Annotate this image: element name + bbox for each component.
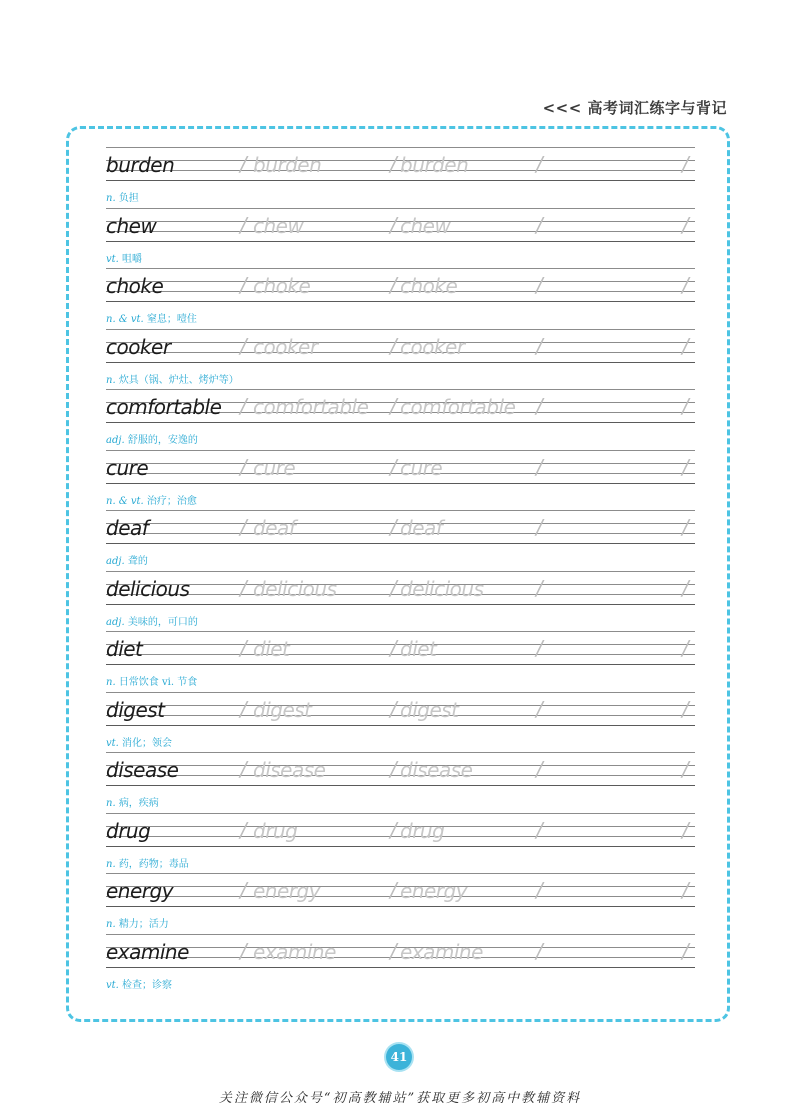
guide-line (106, 483, 695, 484)
divider-slash: / (682, 273, 689, 297)
page-header-title: <<< 高考词汇练字与背记 (542, 99, 727, 117)
trace-word: disease (400, 758, 473, 782)
definition: 药，药物；毒品 (118, 858, 189, 870)
definition: 美味的，可口的 (127, 616, 198, 628)
trace-word: chew (400, 213, 451, 238)
vocab-row (106, 873, 695, 934)
divider-slash: / (240, 515, 247, 539)
vocab-row (106, 692, 695, 753)
divider-slash: / (682, 696, 689, 721)
divider-slash: / (390, 575, 397, 600)
trace-word: deaf (400, 516, 443, 540)
part-of-speech: vt. (106, 253, 119, 265)
word-meaning (106, 492, 197, 507)
trace-word: diet (253, 637, 290, 661)
vocab-row (106, 752, 695, 813)
definition: 负担 (118, 193, 139, 204)
divider-slash: / (536, 757, 543, 781)
trace-word: cooker (400, 334, 465, 359)
divider-slash: / (536, 212, 543, 237)
definition: 聋的 (127, 556, 148, 567)
guide-line (106, 631, 695, 632)
guide-line (106, 543, 695, 544)
divider-slash: / (390, 333, 397, 358)
definition: 治疗；治愈 (146, 495, 197, 507)
vocab-word: diet (106, 637, 143, 661)
divider-slash: / (536, 454, 543, 479)
trace-word: cooker (253, 334, 318, 359)
divider-slash: / (240, 394, 247, 418)
word-meaning (106, 552, 148, 567)
divider-slash: / (240, 454, 247, 479)
part-of-speech: adj. (106, 556, 125, 567)
trace-word: cure (400, 455, 443, 480)
divider-slash: / (536, 333, 543, 358)
trace-word: examine (253, 939, 336, 964)
divider-slash: / (240, 333, 247, 358)
part-of-speech: vt. (106, 979, 119, 991)
divider-slash: / (240, 273, 247, 297)
divider-slash: / (240, 878, 247, 902)
footer-note: 关注微信公众号“初高教辅站”获取更多初高中教辅资料 (218, 1091, 582, 1106)
divider-slash: / (536, 515, 543, 539)
divider-slash: / (682, 515, 689, 539)
part-of-speech: n. & vt. (106, 495, 144, 507)
trace-word: delicious (253, 576, 337, 601)
guide-line (106, 752, 695, 753)
divider-slash: / (390, 817, 397, 842)
guide-line (106, 241, 695, 242)
divider-slash: / (682, 333, 689, 358)
divider-slash: / (536, 938, 543, 963)
definition: 炊具（锅、炉灶、烤炉等） (118, 374, 239, 386)
vocab-word: chew (106, 213, 157, 238)
part-of-speech: n. (106, 374, 116, 386)
divider-slash: / (390, 454, 397, 479)
divider-slash: / (682, 454, 689, 479)
vocab-row (106, 389, 695, 450)
definition: 舒服的，安逸的 (127, 435, 198, 446)
guide-line (106, 785, 695, 786)
trace-word: cure (253, 455, 296, 480)
divider-slash: / (536, 575, 543, 600)
divider-slash: / (682, 212, 689, 237)
trace-word: comfortable (253, 395, 369, 419)
vocab-row (106, 268, 695, 329)
guide-line (106, 147, 695, 148)
trace-word: diet (400, 637, 437, 661)
part-of-speech: n. & vt. (106, 314, 144, 325)
vocab-word: digest (106, 697, 165, 722)
word-meaning (106, 976, 172, 991)
guide-line (106, 208, 695, 209)
word-meaning (106, 371, 239, 386)
divider-slash: / (390, 636, 397, 660)
divider-slash: / (390, 878, 397, 902)
divider-slash: / (536, 817, 543, 842)
divider-slash: / (536, 696, 543, 721)
vocab-word: examine (106, 939, 189, 964)
divider-slash: / (240, 636, 247, 660)
guide-line (106, 268, 695, 269)
trace-word: energy (400, 879, 468, 903)
guide-line (106, 967, 695, 968)
guide-line (106, 422, 695, 423)
part-of-speech: n. (106, 858, 116, 870)
word-meaning (106, 250, 142, 265)
guide-line (106, 664, 695, 665)
divider-slash: / (536, 152, 543, 176)
trace-word: drug (400, 818, 445, 843)
divider-slash: / (682, 152, 689, 176)
word-meaning (106, 734, 172, 749)
divider-slash: / (240, 212, 247, 237)
vocab-word: drug (106, 818, 151, 843)
page-number-badge: 41 (386, 1044, 412, 1070)
word-meaning (106, 431, 198, 446)
vocab-row (106, 631, 695, 692)
vocab-word: cooker (106, 334, 171, 359)
trace-word: choke (400, 274, 458, 298)
guide-line (106, 846, 695, 847)
divider-slash: / (682, 757, 689, 781)
guide-line (106, 906, 695, 907)
definition: 消化；领会 (122, 737, 173, 749)
divider-slash: / (390, 938, 397, 963)
vocab-row (106, 934, 695, 995)
definition: 日常饮食 vi. 节食 (118, 677, 198, 688)
word-meaning (106, 673, 197, 688)
divider-slash: / (682, 817, 689, 842)
word-meaning (106, 310, 197, 325)
divider-slash: / (536, 636, 543, 660)
guide-line (106, 813, 695, 814)
guide-line (106, 604, 695, 605)
divider-slash: / (240, 696, 247, 721)
divider-slash: / (390, 273, 397, 297)
guide-line (106, 389, 695, 390)
word-meaning (106, 613, 198, 628)
vocab-word: burden (106, 153, 175, 177)
definition: 病，疾病 (118, 798, 159, 809)
vocabulary-list (106, 147, 695, 994)
trace-word: energy (253, 879, 321, 903)
trace-word: comfortable (400, 395, 516, 419)
guide-line (106, 692, 695, 693)
trace-word: delicious (400, 576, 484, 601)
divider-slash: / (390, 212, 397, 237)
trace-word: drug (253, 818, 298, 843)
guide-line (106, 934, 695, 935)
divider-slash: / (390, 152, 397, 176)
trace-word: deaf (253, 516, 296, 540)
trace-word: digest (400, 697, 459, 722)
vocab-row (106, 510, 695, 571)
word-meaning (106, 189, 139, 204)
trace-word: burden (400, 153, 469, 177)
guide-line (106, 873, 695, 874)
vocab-row (106, 813, 695, 874)
vocab-row (106, 571, 695, 632)
divider-slash: / (682, 878, 689, 902)
word-meaning (106, 915, 169, 930)
part-of-speech: n. (106, 919, 116, 930)
vocab-row (106, 329, 695, 390)
vocab-word: deaf (106, 516, 149, 540)
trace-word: choke (253, 274, 311, 298)
trace-word: chew (253, 213, 304, 238)
divider-slash: / (240, 152, 247, 176)
vocab-word: comfortable (106, 395, 222, 419)
divider-slash: / (240, 938, 247, 963)
trace-word: digest (253, 697, 312, 722)
divider-slash: / (536, 878, 543, 902)
divider-slash: / (240, 757, 247, 781)
divider-slash: / (682, 938, 689, 963)
word-meaning (106, 855, 189, 870)
vocab-word: choke (106, 274, 164, 298)
definition: 精力；活力 (118, 919, 169, 930)
divider-slash: / (682, 636, 689, 660)
divider-slash: / (682, 394, 689, 418)
trace-word: disease (253, 758, 326, 782)
divider-slash: / (390, 394, 397, 418)
divider-slash: / (390, 757, 397, 781)
divider-slash: / (682, 575, 689, 600)
guide-line (106, 180, 695, 181)
definition: 检查；诊察 (122, 979, 173, 991)
guide-line (106, 362, 695, 363)
part-of-speech: n. (106, 798, 116, 809)
divider-slash: / (536, 273, 543, 297)
vocab-word: delicious (106, 576, 190, 601)
vocab-word: disease (106, 758, 179, 782)
guide-line (106, 301, 695, 302)
guide-line (106, 450, 695, 451)
divider-slash: / (390, 515, 397, 539)
part-of-speech: n. (106, 193, 116, 204)
part-of-speech: adj. (106, 616, 125, 628)
guide-line (106, 571, 695, 572)
word-meaning (106, 794, 159, 809)
divider-slash: / (390, 696, 397, 721)
divider-slash: / (536, 394, 543, 418)
guide-line (106, 725, 695, 726)
trace-word: examine (400, 939, 483, 964)
vocab-row (106, 208, 695, 269)
divider-slash: / (240, 817, 247, 842)
definition: 咀嚼 (122, 253, 143, 265)
vocab-word: cure (106, 455, 149, 480)
part-of-speech: n. (106, 677, 116, 688)
guide-line (106, 329, 695, 330)
part-of-speech: vt. (106, 737, 119, 749)
vocab-word: energy (106, 879, 174, 903)
guide-line (106, 510, 695, 511)
part-of-speech: adj. (106, 435, 125, 446)
vocab-row (106, 450, 695, 511)
vocab-row (106, 147, 695, 208)
trace-word: burden (253, 153, 322, 177)
definition: 窒息；噎住 (146, 314, 197, 325)
divider-slash: / (240, 575, 247, 600)
